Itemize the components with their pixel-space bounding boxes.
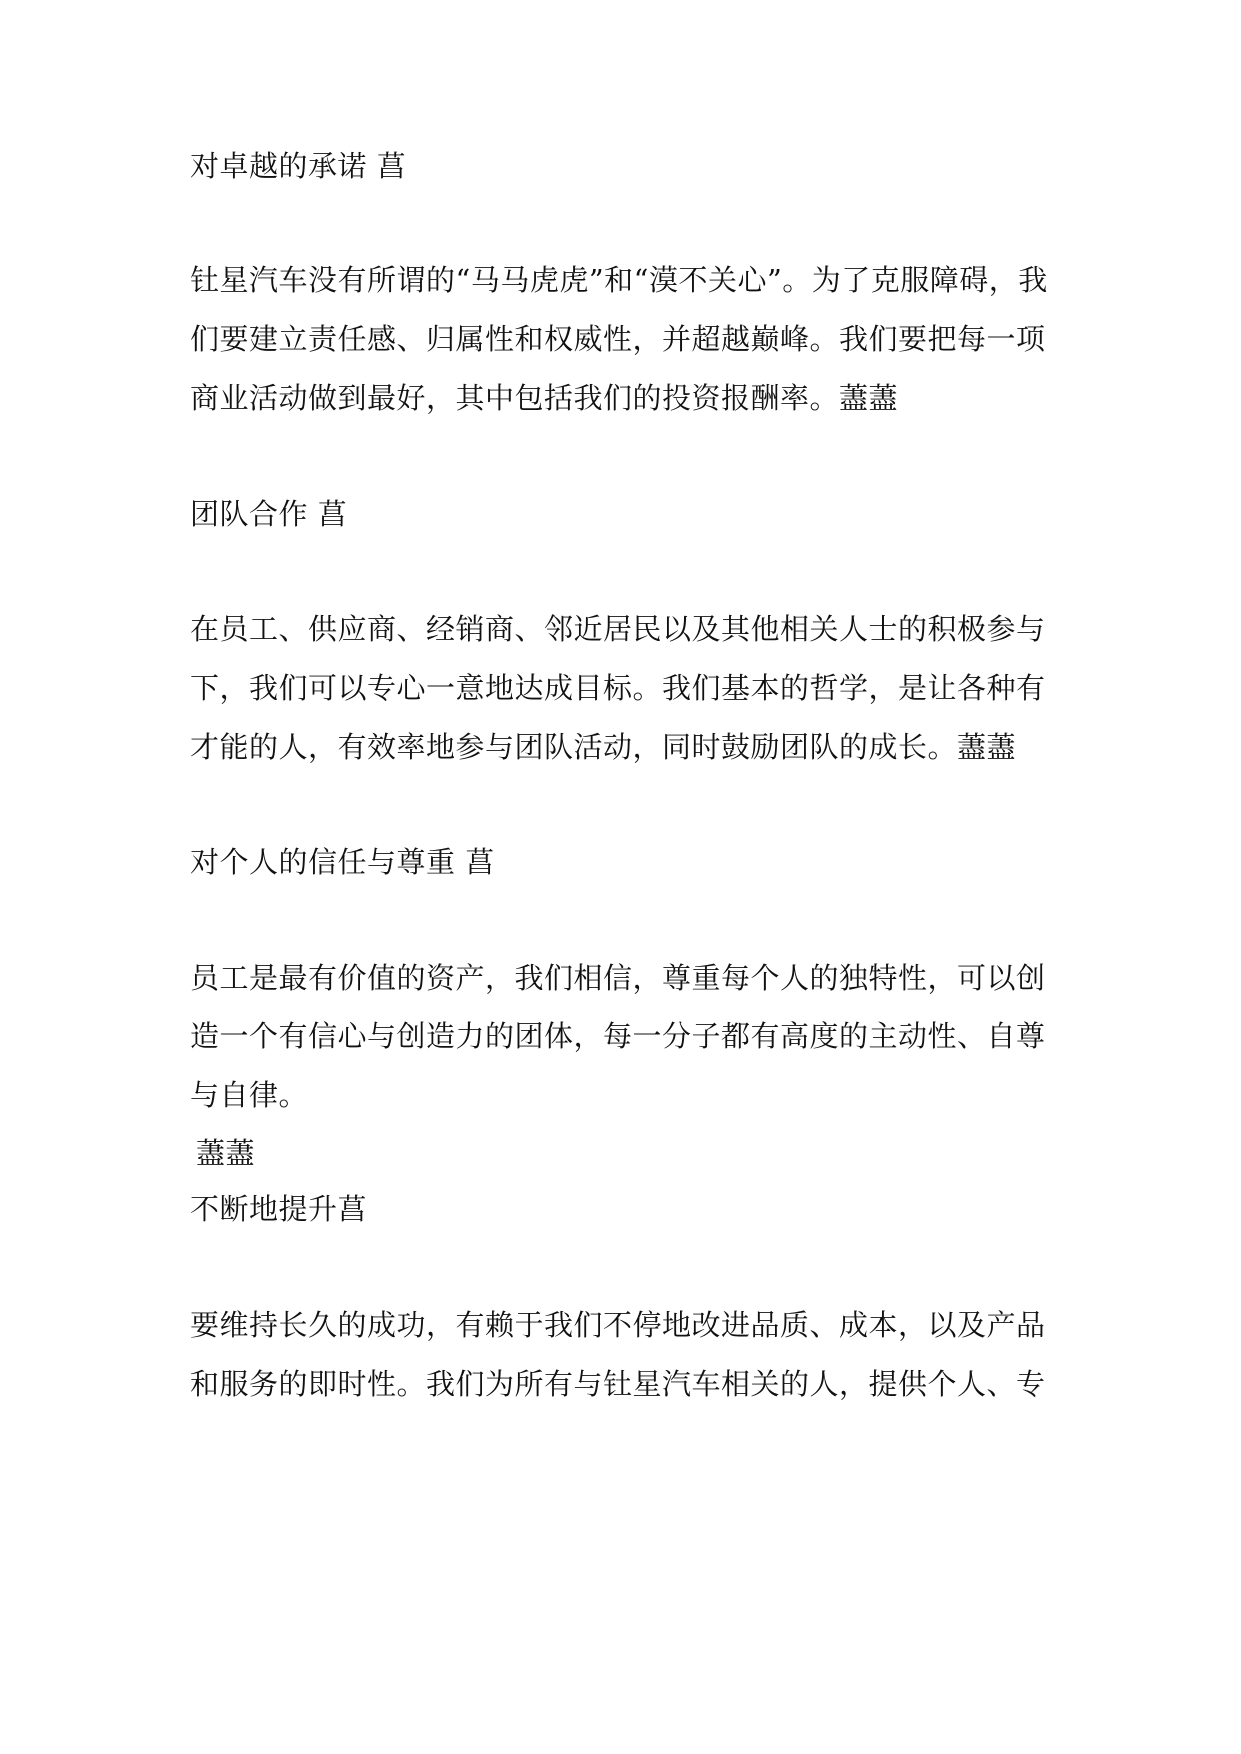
heading-trust-respect: 对个人的信任与尊重 菖 xyxy=(190,845,495,879)
heading-continuous-improvement: 不断地提升菖 xyxy=(190,1192,368,1226)
heading-teamwork: 团队合作 菖 xyxy=(190,497,348,531)
paragraph-line: 下，我们可以专心一意地达成目标。我们基本的哲学，是让各种有 xyxy=(190,671,1046,705)
paragraph-line: 与自律。 xyxy=(190,1078,309,1112)
paragraph-line: 们要建立责任感、归属性和权威性，并超越巅峰。我们要把每一项 xyxy=(190,322,1046,356)
paragraph-line: 员工是最有价值的资产，我们相信，尊重每个人的独特性，可以创 xyxy=(190,961,1046,995)
paragraph-line: 要维持长久的成功，有赖于我们不停地改进品质、成本，以及产品 xyxy=(190,1308,1046,1342)
paragraph-line: 钍星汽车没有所谓的“马马虎虎”和“漠不关心”。为了克服障碍，我 xyxy=(190,263,1048,297)
paragraph-line: 商业活动做到最好，其中包括我们的投资报酬率。藎藎 xyxy=(190,381,899,415)
paragraph-line: 在员工、供应商、经销商、邻近居民以及其他相关人士的积极参与 xyxy=(190,612,1046,646)
filler-text: 藎藎 xyxy=(196,1136,256,1170)
paragraph-line: 才能的人，有效率地参与团队活动，同时鼓励团队的成长。藎藎 xyxy=(190,730,1017,764)
paragraph-line: 和服务的即时性。我们为所有与钍星汽车相关的人，提供个人、专 xyxy=(190,1367,1046,1401)
paragraph-line: 造一个有信心与创造力的团体，每一分子都有高度的主动性、自尊 xyxy=(190,1019,1046,1053)
heading-commitment: 对卓越的承诺 菖 xyxy=(190,149,407,183)
